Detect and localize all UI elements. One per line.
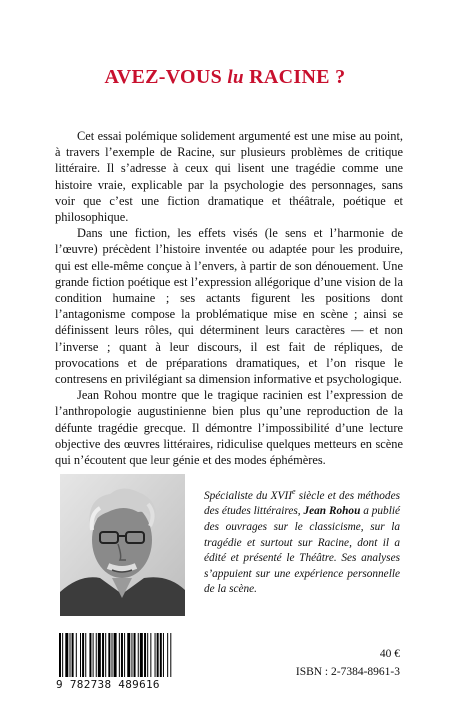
barcode-bar bbox=[121, 633, 123, 677]
title-lu: lu bbox=[227, 67, 244, 88]
blurb-paragraph-2: Dans une fiction, les effets visés (le sens et l’harmonie de l’œuvre) précèdent l’histoire inventée ou adaptée pour les produire, qui est elle-même conçue à l’envers, à partir de son dénouement. Une grande fiction poétique est l’expression allégorique d’une vision de la condition humaine ; ses actants figurent les positions dont l’antagonisme compose la problématique mise en scène ; ainsi se définissent leurs rôles, qui déterminent leurs caractères — et non l’inverse ; quant à leur discours, il est fait de répliques, de provocations et de préparations dramatiques, et l’on risque le contresens en privilégiant sa dimension informative et psychologique. bbox=[55, 226, 403, 387]
barcode-bar bbox=[140, 633, 143, 677]
barcode-bar bbox=[93, 633, 94, 677]
bio-segment: Spécialiste du XVII bbox=[204, 489, 292, 502]
barcode-bar bbox=[147, 633, 148, 677]
barcode-bar bbox=[102, 633, 104, 677]
barcode-bar bbox=[167, 633, 168, 677]
barcode-bar bbox=[89, 633, 91, 677]
author-name: Jean Rohou bbox=[303, 505, 361, 518]
barcode-bar bbox=[59, 633, 61, 677]
blurb-paragraph-3: Jean Rohou montre que le tragique racinien est l’expression de l’anthropologie augustinienne bien plus qu’une reproduction de la défunte tragédie grecque. Il démontre l’impossibilité d’une lecture objective des œuvres littéraires, ridiculise quelques metteurs en scène qui n’écoutent que leur génie et des modes éphémères. bbox=[55, 388, 403, 468]
barcode-bar bbox=[76, 633, 77, 677]
bio-segment: siècle et des méthodes des études littéraires, bbox=[204, 489, 400, 518]
bio-sup: e bbox=[291, 487, 296, 496]
barcode-bar bbox=[80, 633, 81, 677]
barcode-bar bbox=[96, 633, 97, 677]
barcode-bar bbox=[98, 633, 101, 677]
barcode-bar bbox=[144, 633, 146, 677]
barcode-bar bbox=[160, 633, 162, 677]
ean-number: 9 782738 489616 bbox=[56, 678, 160, 691]
barcode-bar bbox=[150, 633, 151, 677]
isbn: ISBN : 2-7384-8961-3 bbox=[295, 666, 400, 678]
barcode bbox=[58, 633, 216, 677]
bio-segment: a publié des ouvrages sur le classicisme, sur la tragédie et surtout sur Racine, dont il a édité et présenté le Théâtre. Ses analyses s’appuient sur une expérience personnelle de la scène. bbox=[204, 505, 400, 596]
barcode-bar bbox=[70, 633, 71, 677]
title-part-2: RACINE ? bbox=[243, 66, 346, 88]
barcode-bar bbox=[112, 633, 113, 677]
barcode-bar bbox=[108, 633, 110, 677]
barcode-bar bbox=[134, 633, 136, 677]
barcode-bar bbox=[62, 633, 63, 677]
author-bio bbox=[204, 484, 400, 598]
barcode-bar bbox=[157, 633, 159, 677]
barcode-icon bbox=[58, 633, 216, 677]
barcode-bar bbox=[124, 633, 125, 677]
barcode-bar bbox=[72, 633, 74, 677]
barcode-bar bbox=[155, 633, 156, 677]
title-part-1: AVEZ-VOUS bbox=[104, 66, 228, 88]
book-title bbox=[0, 66, 450, 89]
barcode-bar bbox=[131, 633, 132, 677]
blurb-paragraph-1: Cet essai polémique solidement argumenté est une mise au point, à travers l’exemple de Racine, sur plusieurs problèmes de critique littéraire. Il s’adresse à ceux qui lisent une tragédie comme une histoire vraie, explicable par la psychologie des personnages, sans voir que c’est une fiction dramatique et théâtrale, poétique et philosophique. bbox=[55, 129, 403, 225]
author-photo bbox=[60, 474, 185, 616]
barcode-bar bbox=[82, 633, 84, 677]
barcode-bar bbox=[85, 633, 86, 677]
barcode-bar bbox=[170, 633, 171, 677]
price: 40 € bbox=[379, 648, 400, 660]
blurb bbox=[55, 128, 403, 468]
barcode-bar bbox=[127, 633, 130, 677]
barcode-bar bbox=[105, 633, 106, 677]
barcode-bar bbox=[138, 633, 139, 677]
barcode-bar bbox=[65, 633, 68, 677]
barcode-bar bbox=[163, 633, 164, 677]
author-bio-text bbox=[204, 484, 400, 598]
author-portrait-icon bbox=[60, 474, 185, 616]
barcode-bar bbox=[114, 633, 117, 677]
barcode-bar bbox=[119, 633, 120, 677]
